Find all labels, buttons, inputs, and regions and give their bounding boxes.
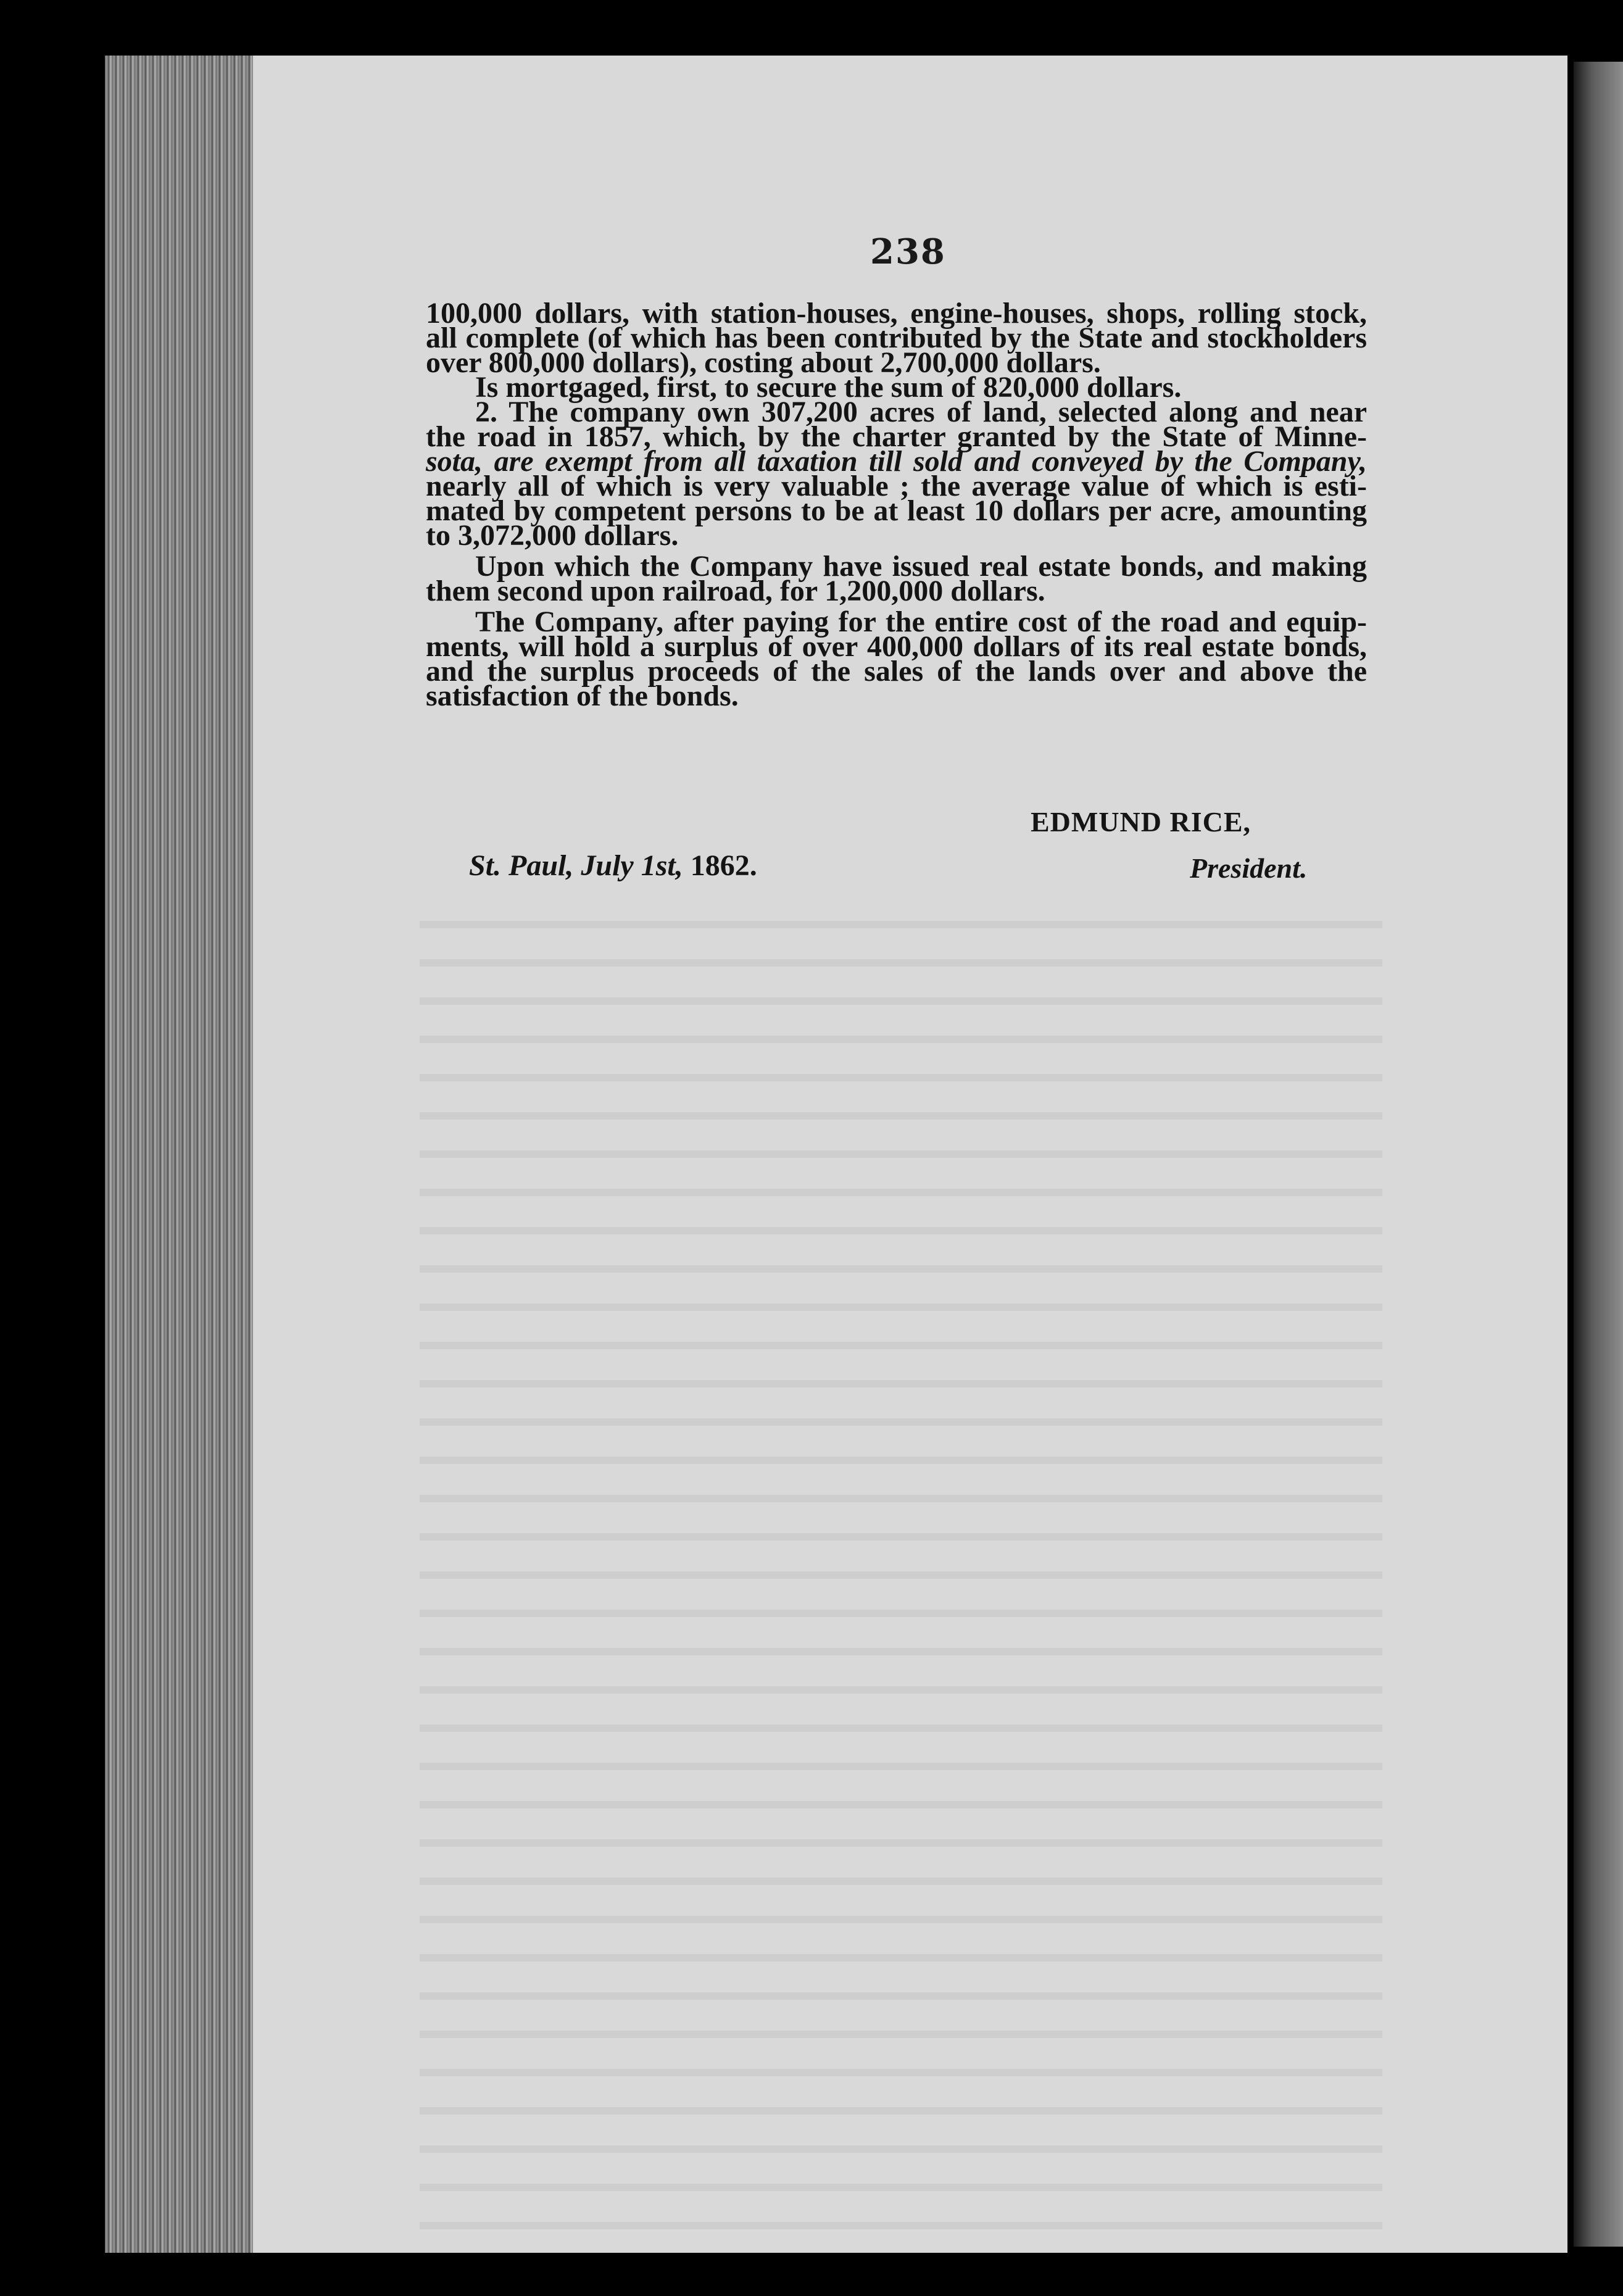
paragraph [426,550,1367,607]
text-line: mated by competent persons to be at least 10 dollars per acre, amounting [426,494,1367,527]
text-line: nearly all of which is very valuable ; the average value of which is esti- [426,470,1367,502]
text-line: the road in 1857, which, by the charter granted by the State of Minne- [426,420,1367,453]
paragraph [426,396,1367,552]
dateline [469,849,757,883]
body-text [426,297,1367,712]
text-line: Is mortgaged, first, to secure the sum of 820,000 dollars. [475,371,1182,404]
signature-name: EDMUND RICE, [1031,806,1251,838]
text-line: Upon which the Company have issued real estate bonds, and making [475,550,1367,583]
text-line: satisfaction of the bonds. [426,680,739,712]
dateline-year: 1862. [690,849,757,882]
text-line: 100,000 dollars, with station-houses, engine-houses, shops, rolling stock, [426,297,1367,330]
text-line: all complete (of which has been contributed by the State and stockholders [426,322,1367,354]
paragraph [426,297,1367,379]
text-line: over 800,000 dollars), costing about 2,700,000 dollars. [426,346,1101,379]
facing-page-edge [1574,62,1623,2247]
text-line: ments, will hold a surplus of over 400,000 dollars of its real estate bonds, [426,630,1367,663]
text-line: them second upon railroad, for 1,200,000 dollars. [426,575,1045,607]
text-line: and the surplus proceeds of the sales of the lands over and above the [426,655,1367,688]
book-page-edges [105,56,253,2253]
signature-title: President. [1190,852,1308,884]
show-through-text [420,907,1382,2234]
page-number: 238 [870,231,946,272]
dateline-place: St. Paul, July 1st, [469,849,683,882]
text-line: The Company, after paying for the entire cost of the road and equip- [475,605,1367,638]
paragraph [426,605,1367,712]
text-line: to 3,072,000 dollars. [426,519,679,552]
text-line-italic: sota, are exempt from all taxation till sold and conveyed by the Company, [426,445,1367,478]
text-line: 2. The company own 307,200 acres of land, selected along and near [475,396,1367,428]
